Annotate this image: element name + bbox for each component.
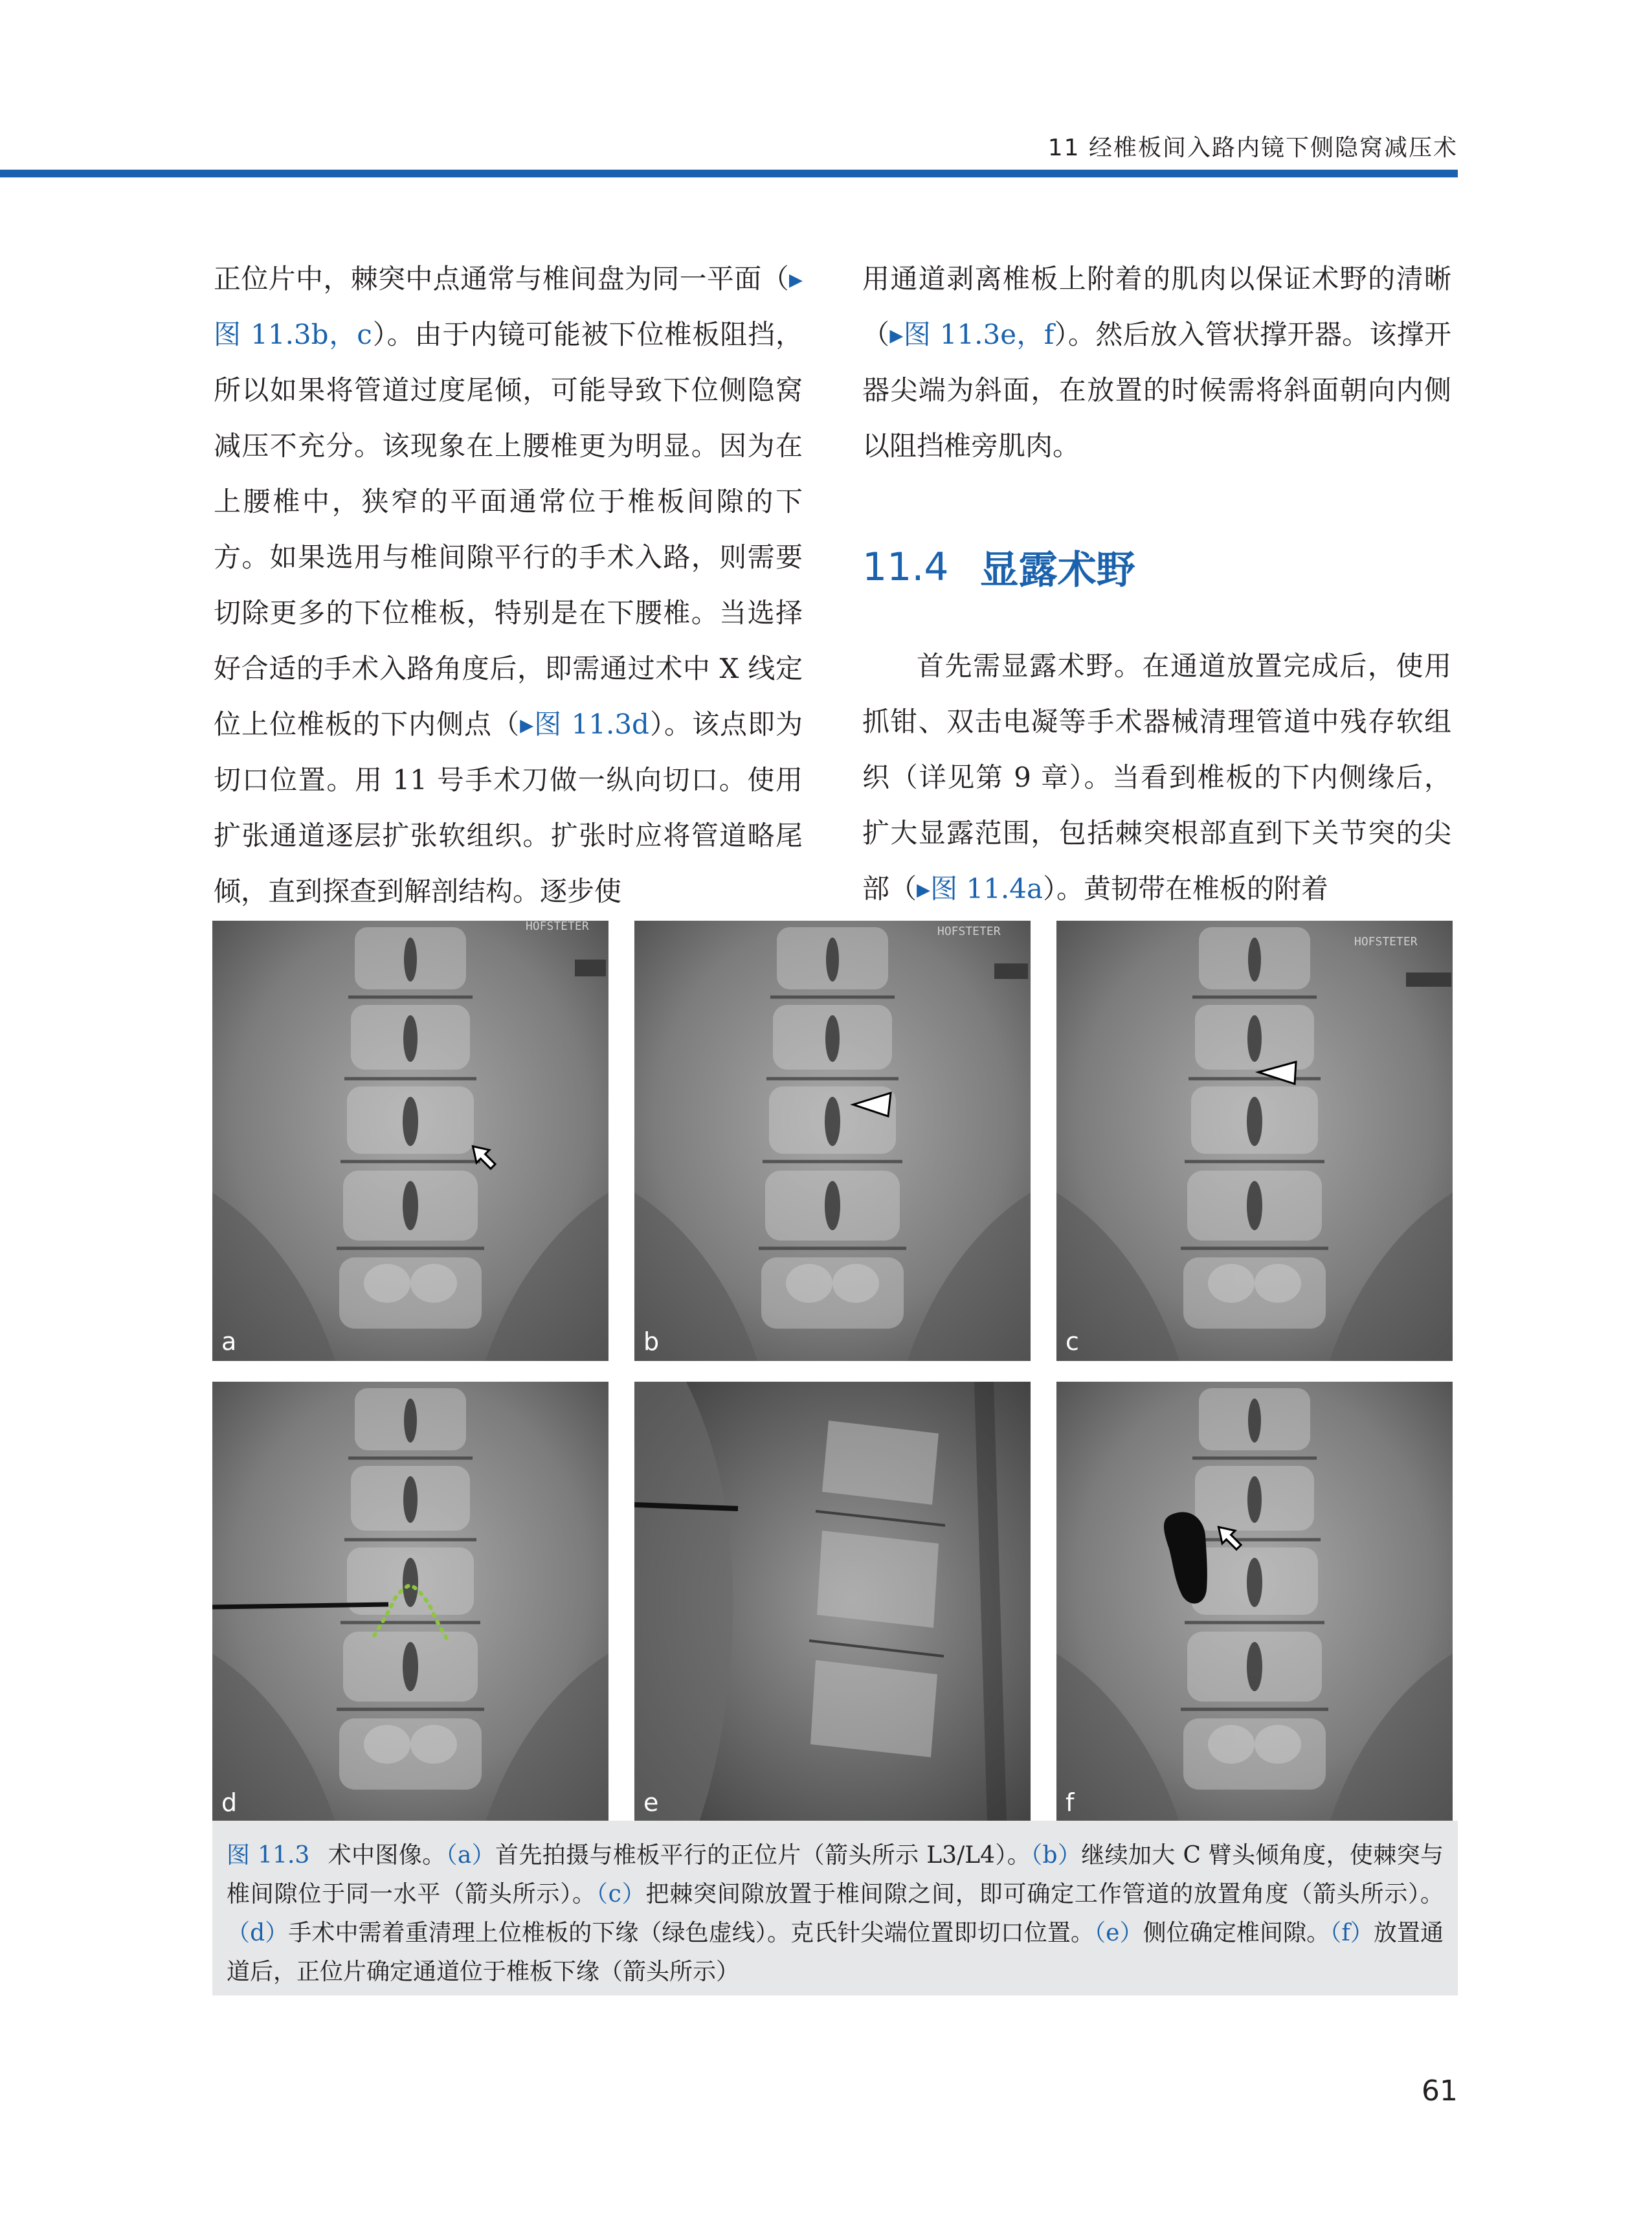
figure-number: 图 11.3 <box>227 1842 310 1869</box>
stamp: HOFSTETER <box>526 921 589 933</box>
left-column <box>214 251 803 919</box>
caption-text: 把棘突间隙放置于椎间隙之间，即可确定工作管道的放置角度（箭头所示）。 <box>645 1881 1444 1907</box>
running-header: 11 经椎板间入路内镜下侧隐窝减压术 <box>1047 135 1458 161</box>
body-paragraph <box>862 638 1451 917</box>
panel-label: c <box>1066 1327 1079 1356</box>
caption-tag: （e） <box>1094 1920 1143 1946</box>
caption-text: 术中图像。 <box>328 1842 446 1869</box>
page-number: 61 <box>1422 2074 1458 2108</box>
caption-tag: （d） <box>227 1920 289 1946</box>
text-run: ）。由于内镜可能被下位椎板阻挡，所以如果将管道过度尾倾，可能导致下位侧隐窝减压不充分。该现象在上腰椎更为明显。因为在上腰椎中，狭窄的平面通常位于椎板间隙的下方。如果选用与椎间隙平行的手术入路，则需要切除更多的下位椎板，特别是在下腰椎。当选择好合适的手术入路角度后，即需通过术中 X 线定位上位椎板的下内侧点（ <box>214 319 803 740</box>
xray-image <box>634 921 1031 1361</box>
caption-tag: （a） <box>445 1842 496 1869</box>
stamp: HOFSTETER <box>1354 935 1418 949</box>
xray-image <box>1056 921 1453 1361</box>
figure-reference-link[interactable]: ▸图 11.3e，f <box>889 319 1055 350</box>
caption-tag: （c） <box>596 1881 646 1907</box>
header-rule <box>0 170 1458 177</box>
panel-label: d <box>221 1788 238 1817</box>
xray-image <box>212 1382 608 1822</box>
xray-panel-b <box>634 921 1031 1361</box>
panel-label: f <box>1066 1788 1075 1817</box>
figure-caption <box>227 1836 1444 1992</box>
text-run: ）。黄韧带在椎板的附着 <box>1043 873 1329 905</box>
section-number: 11.4 <box>862 545 949 590</box>
caption-text: 放置通道后，正位片确定通道位于椎板下缘（箭头所示） <box>227 1920 1444 1985</box>
right-column <box>862 251 1451 917</box>
caption-text: 手术中需着重清理上位椎板的下缘（绿色虚线）。克氏针尖端位置即切口位置。 <box>288 1920 1095 1946</box>
xray-panel-d <box>212 1382 608 1822</box>
text-run: 正位片中，棘突中点通常与椎间盘为同一平面（ <box>214 263 789 295</box>
body-paragraph <box>862 251 1451 474</box>
body-paragraph <box>214 251 803 919</box>
xray-image <box>1056 1382 1453 1822</box>
xray-panel-f <box>1056 1382 1453 1822</box>
xray-image <box>212 921 608 1361</box>
figure-reference-link[interactable]: ▸图 11.4a <box>917 873 1044 905</box>
caption-text: 继续加大 C 臂头倾角度，使棘突与椎间隙位于同一水平（箭头所示）。 <box>227 1842 1444 1907</box>
figure-reference-link[interactable]: ▸图 11.3d <box>520 708 649 740</box>
panel-label: b <box>643 1327 660 1356</box>
text-run: 用通道剥离椎板上附着的肌肉以保证术野的清晰（ <box>862 263 1451 350</box>
caption-text: 侧位确定椎间隙。 <box>1143 1920 1330 1946</box>
caption-tag: （b） <box>1031 1842 1082 1869</box>
figure-reference-link[interactable]: ▸图 11.3b，c <box>214 263 803 350</box>
xray-image <box>634 1382 1031 1822</box>
caption-tag: （f） <box>1330 1920 1374 1946</box>
panel-label: e <box>643 1788 659 1817</box>
section-heading <box>862 535 1451 600</box>
xray-panel-e <box>634 1382 1031 1822</box>
caption-text: 首先拍摄与椎板平行的正位片（箭头所示 L3/L4）。 <box>495 1842 1031 1869</box>
text-run: ）。然后放入管状撑开器。该撑开器尖端为斜面，在放置的时候需将斜面朝向内侧以阻挡椎旁肌肉。 <box>862 319 1451 462</box>
text-run: ）。该点即为切口位置。用 11 号手术刀做一纵向切口。使用扩张通道逐层扩张软组织。扩张时应将管道略尾倾，直到探查到解剖结构。逐步使 <box>214 708 803 907</box>
figure-caption-box <box>212 1821 1458 1996</box>
xray-panel-a <box>212 921 608 1361</box>
xray-panel-c <box>1056 921 1453 1361</box>
stamp: HOFSTETER <box>937 925 1001 938</box>
section-title: 显露术野 <box>979 548 1135 593</box>
text-run: 首先需显露术野。在通道放置完成后，使用抓钳、双击电凝等手术器械清理管道中残存软组织（详见第 9 章）。当看到椎板的下内侧缘后，扩大显露范围，包括棘突根部直到下关节突的尖部（ <box>862 650 1451 905</box>
panel-label: a <box>221 1327 237 1356</box>
